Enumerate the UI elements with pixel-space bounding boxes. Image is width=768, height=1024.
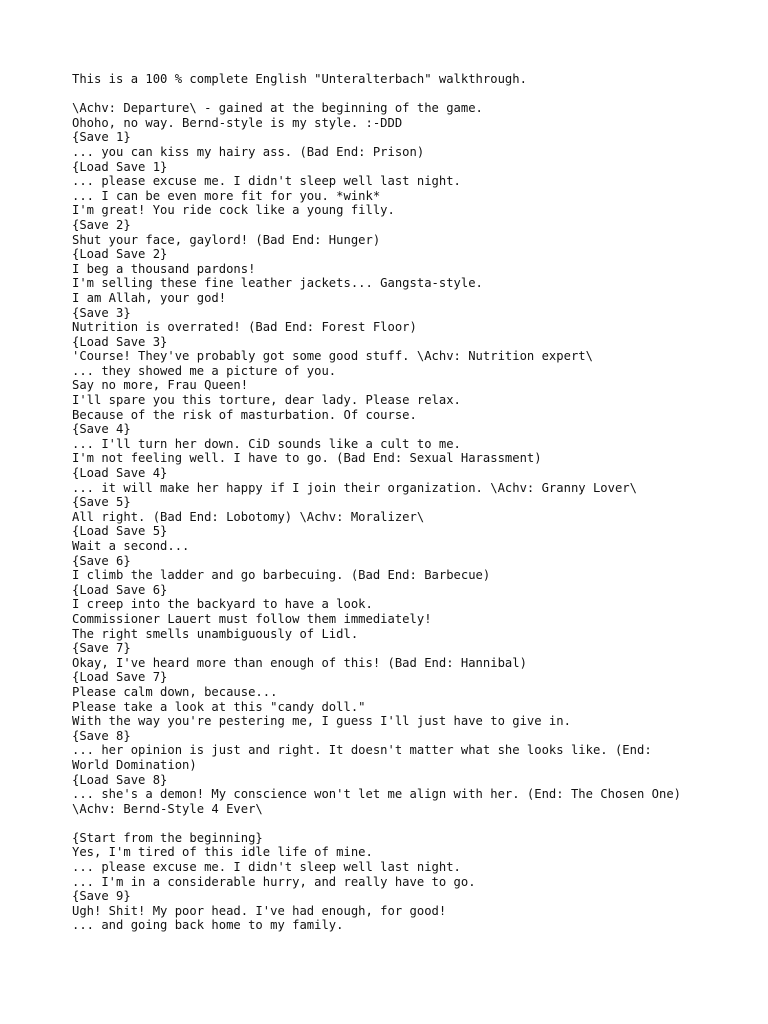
walkthrough-line: Ohoho, no way. Bernd-style is my style. :-DDD [72,115,403,130]
walkthrough-line: {Save 6} [72,553,131,568]
walkthrough-line: {Save 3} [72,305,131,320]
walkthrough-line: ... I'll turn her down. CiD sounds like a cult to me. [72,436,461,451]
walkthrough-line: Nutrition is overrated! (Bad End: Forest Floor) [72,320,417,335]
walkthrough-line: I'll spare you this torture, dear lady. Please relax. [72,393,461,408]
walkthrough-line: {Load Save 6} [72,582,168,597]
walkthrough-line: {Save 4} [72,422,131,437]
walkthrough-section-main [72,101,732,816]
walkthrough-line: Ugh! Shit! My poor head. I've had enough, for good! [72,903,447,918]
walkthrough-line: Okay, I've heard more than enough of this! (Bad End: Hannibal) [72,655,527,670]
walkthrough-line: {Load Save 8} [72,772,168,787]
walkthrough-line: I'm great! You ride cock like a young filly. [72,203,395,218]
walkthrough-line: I creep into the backyard to have a look. [72,597,373,612]
walkthrough-line: \Achv: Departure\ - gained at the beginning of the game. [72,101,483,116]
walkthrough-line: With the way you're pestering me, I guess I'll just have to give in. [72,714,571,729]
walkthrough-line: {Save 1} [72,130,131,145]
document-page [72,72,732,933]
walkthrough-line: The right smells unambiguously of Lidl. [72,626,359,641]
walkthrough-line: I'm not feeling well. I have to go. (Bad End: Sexual Harassment) [72,451,542,466]
walkthrough-line: Commissioner Lauert must follow them immediately! [72,611,432,626]
walkthrough-line: ... I'm in a considerable hurry, and really have to go. [72,874,476,889]
walkthrough-line: ... her opinion is just and right. It doesn't matter what she looks like. (End: [72,743,652,758]
walkthrough-line: ... it will make her happy if I join their organization. \Achv: Granny Lover\ [72,480,637,495]
walkthrough-line: {Load Save 5} [72,524,168,539]
blank-line [72,87,732,102]
walkthrough-line: ... they showed me a picture of you. [72,363,337,378]
walkthrough-line: ... please excuse me. I didn't sleep well last night. [72,860,461,875]
walkthrough-line: All right. (Bad End: Lobotomy) \Achv: Moralizer\ [72,509,425,524]
walkthrough-line: {Start from the beginning} [72,830,263,845]
document-title: This is a 100 % complete English "Unteralterbach" walkthrough. [72,72,527,86]
walkthrough-line: Wait a second... [72,539,190,553]
walkthrough-line: {Save 9} [72,889,131,904]
walkthrough-line: ... you can kiss my hairy ass. (Bad End: Prison) [72,144,425,159]
walkthrough-line: World Domination) [72,757,197,772]
walkthrough-line: Because of the risk of masturbation. Of course. [72,407,417,422]
walkthrough-line: Shut your face, gaylord! (Bad End: Hunger) [72,232,381,247]
walkthrough-line: {Save 8} [72,728,131,743]
walkthrough-line: {Load Save 4} [72,466,168,481]
walkthrough-line: {Load Save 7} [72,670,168,685]
walkthrough-line: {Load Save 3} [72,334,168,349]
walkthrough-section-restart [72,831,732,933]
blank-line [72,816,732,831]
walkthrough-line: ... she's a demon! My conscience won't let me align with her. (End: The Chosen One) [72,787,682,802]
walkthrough-line: ... please excuse me. I didn't sleep well last night. [72,174,461,189]
walkthrough-line: Please take a look at this "candy doll." [72,699,366,714]
walkthrough-line: {Save 2} [72,217,131,232]
walkthrough-line: 'Course! They've probably got some good stuff. \Achv: Nutrition expert\ [72,349,593,364]
walkthrough-line: I climb the ladder and go barbecuing. (Bad End: Barbecue) [72,568,491,583]
walkthrough-line: I beg a thousand pardons! [72,261,256,276]
walkthrough-line: Say no more, Frau Queen! [72,378,249,393]
walkthrough-line: {Load Save 1} [72,159,168,174]
walkthrough-line: I'm selling these fine leather jackets... Gangsta-style. [72,276,483,291]
walkthrough-line: {Load Save 2} [72,247,168,262]
walkthrough-line: ... I can be even more fit for you. *wink* [72,188,381,203]
walkthrough-line: ... and going back home to my family. [72,918,344,933]
walkthrough-line: I am Allah, your god! [72,290,227,305]
walkthrough-line: Yes, I'm tired of this idle life of mine. [72,845,373,860]
walkthrough-line: Please calm down, because... [72,684,278,699]
walkthrough-line: \Achv: Bernd-Style 4 Ever\ [72,801,263,816]
walkthrough-line: {Save 7} [72,641,131,656]
walkthrough-line: {Save 5} [72,495,131,510]
